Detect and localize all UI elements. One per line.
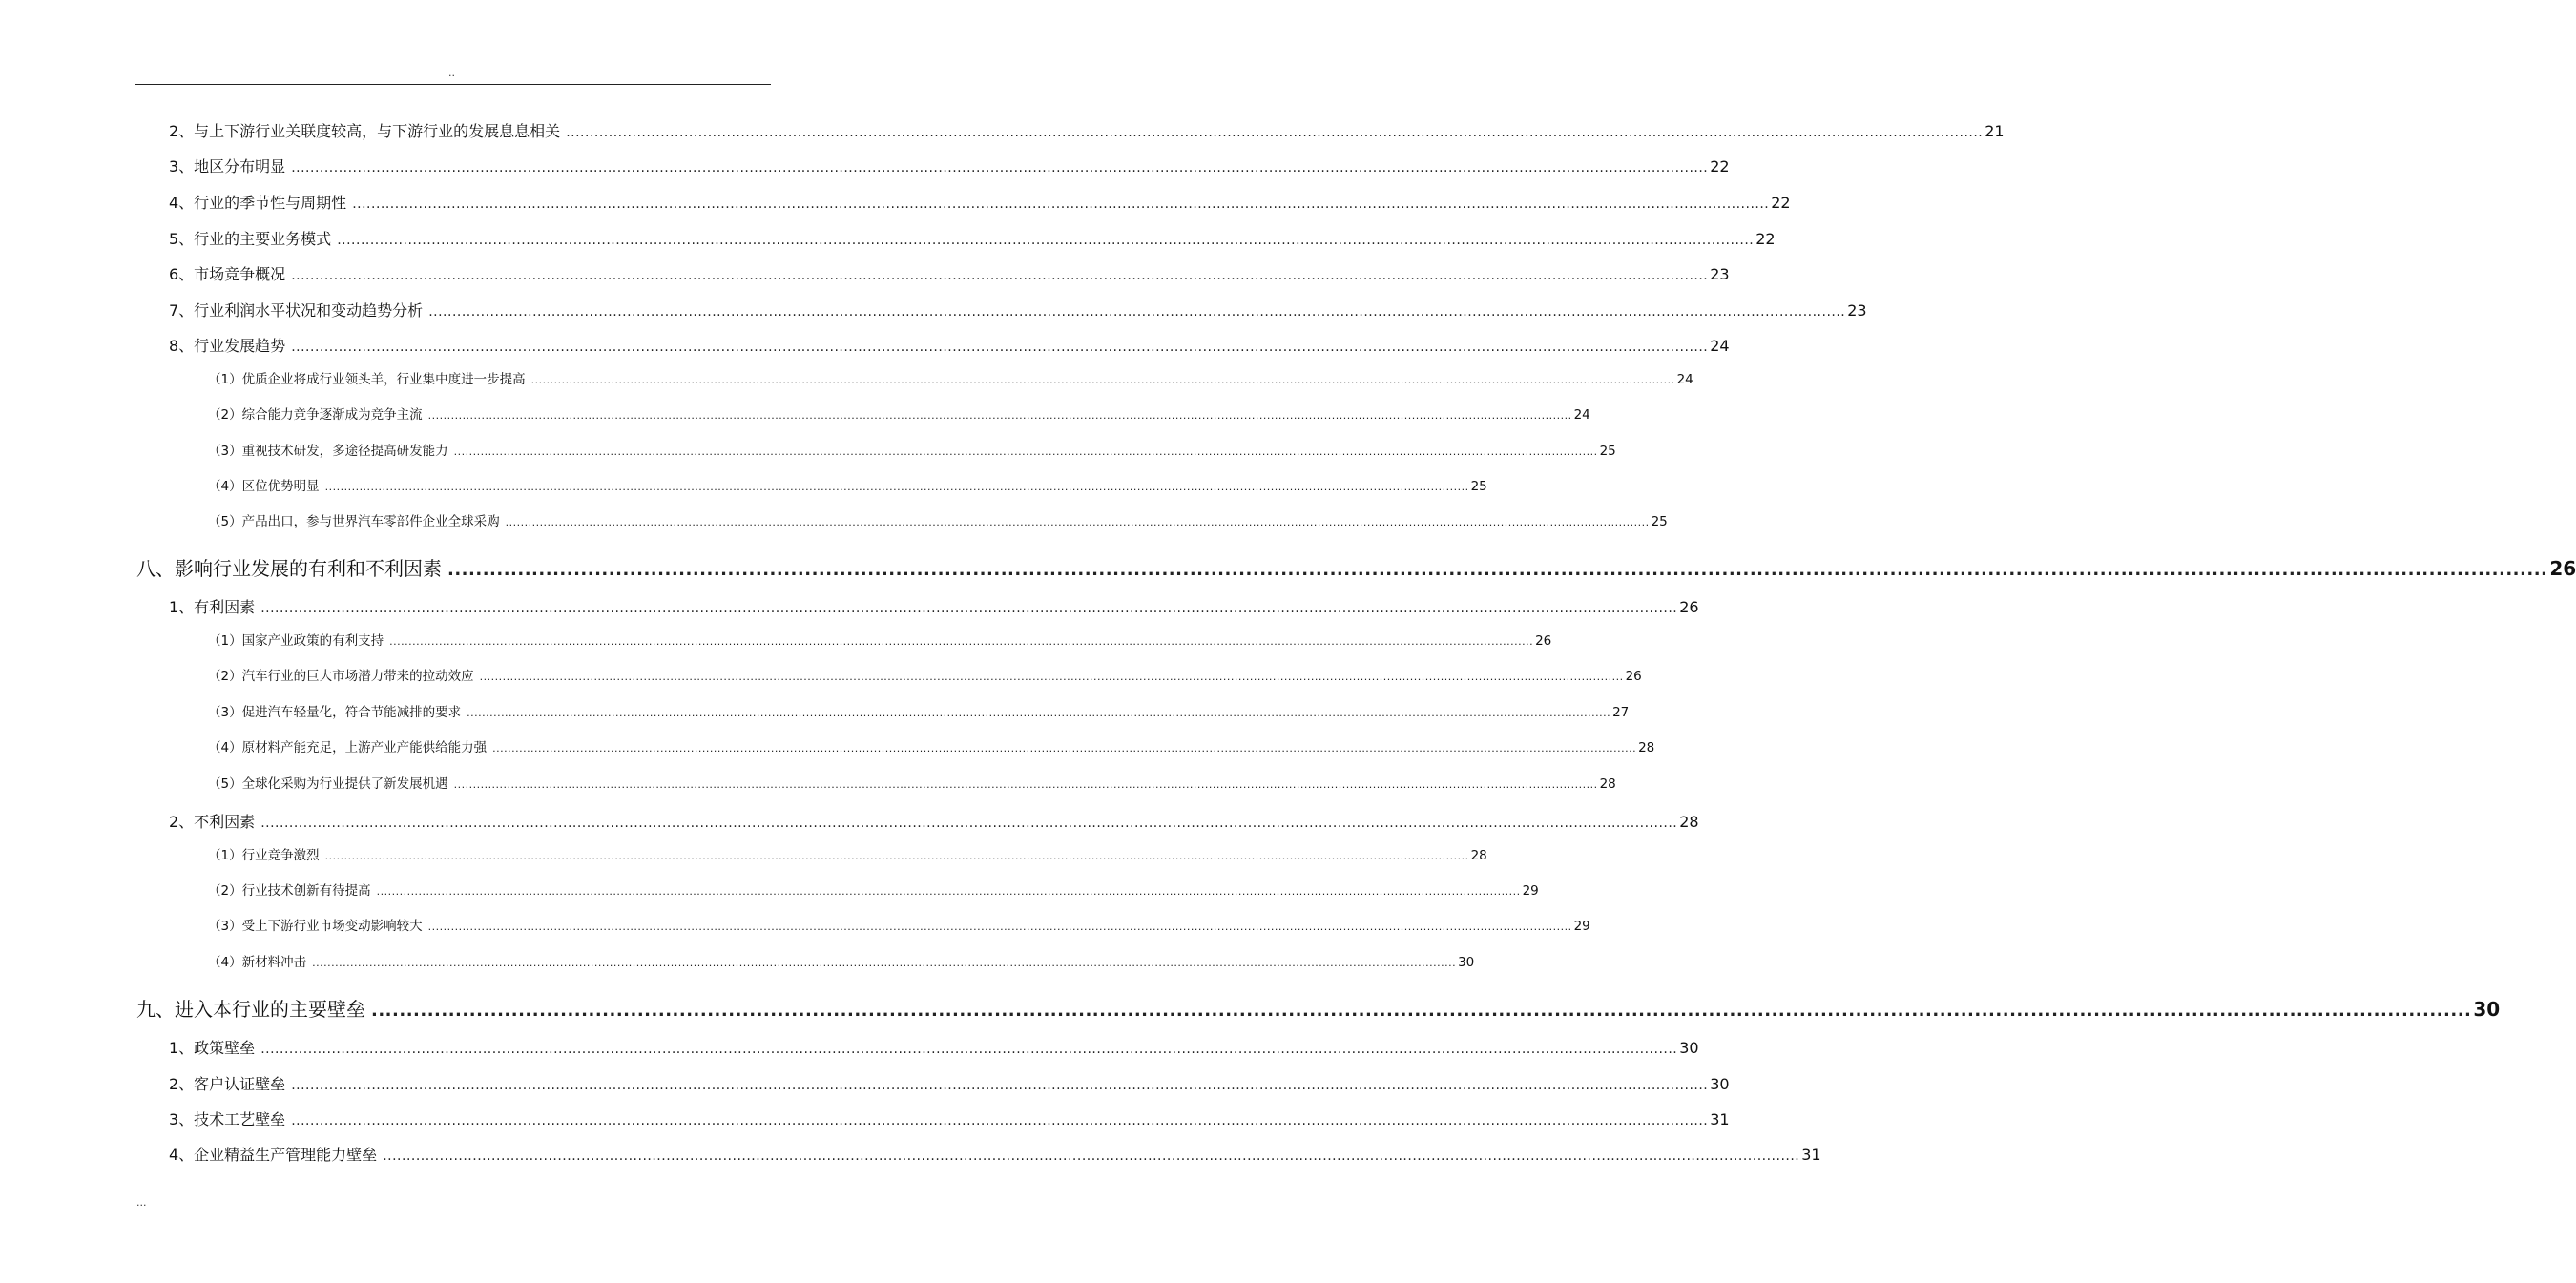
toc-entry-label: （4）区位优势明显 [208, 479, 320, 494]
toc-entry-page: 29 [1522, 883, 1539, 899]
toc-leader-dots: ............................................................................................................................................................................................................................................................................................................ [566, 125, 1984, 140]
toc-leader-dots: ............................................................................................................................................................................................................................................................................................................ [291, 1078, 1709, 1093]
toc-section[interactable] [169, 299, 1867, 320]
toc-section[interactable] [169, 334, 1730, 355]
toc-entry-page: 30 [1679, 1039, 1699, 1057]
toc-subsection[interactable] [208, 951, 1475, 970]
toc-leader-dots: ............................................................................................................................................................................................................................................................................................................ [371, 1001, 2472, 1021]
toc-subsection[interactable] [208, 510, 1668, 529]
header-mark: .. [448, 67, 455, 79]
toc-entry-label: 3、技术工艺壁垒 [169, 1110, 286, 1128]
toc-entry-page: 25 [1599, 444, 1616, 459]
toc-entry-label: 5、行业的主要业务模式 [169, 230, 332, 248]
toc-leader-dots: ............................................................................................................................................................................................................................................................................................................ [428, 304, 1846, 320]
toc-leader-dots: ............................................................................................................................................................................................................................................................................................................ [383, 1148, 1800, 1164]
toc-entry-page: 28 [1679, 813, 1699, 831]
toc-entry-page: 31 [1710, 1110, 1730, 1128]
toc-entry-label: 4、企业精益生产管理能力壁垒 [169, 1146, 378, 1164]
toc-subsection[interactable] [208, 879, 1539, 899]
toc-entry-label: 3、地区分布明显 [169, 157, 286, 176]
toc-subsection[interactable] [208, 475, 1487, 494]
toc-entry-page: 30 [1710, 1075, 1730, 1093]
toc-leader-dots: ............................................................................................................................................................................................................................................................................................................ [505, 516, 1650, 528]
toc-section[interactable] [169, 810, 1699, 831]
toc-entry-label: （2）综合能力竞争逐渐成为竞争主流 [208, 407, 423, 423]
toc-entry-label: （3）促进汽车轻量化，符合节能减排的要求 [208, 705, 462, 720]
toc-leader-dots: ............................................................................................................................................................................................................................................................................................................ [453, 445, 1598, 458]
toc-subsection[interactable] [208, 915, 1590, 934]
toc-leader-dots: ............................................................................................................................................................................................................................................................................................................ [260, 1042, 1678, 1057]
toc-subsection[interactable] [208, 701, 1630, 720]
toc-entry-page: 28 [1638, 740, 1655, 755]
toc-entry-page: 28 [1470, 848, 1487, 863]
toc-section[interactable] [169, 1036, 1699, 1057]
toc-section[interactable] [169, 119, 2005, 140]
toc-subsection[interactable] [208, 736, 1655, 755]
toc-entry-page: 27 [1612, 705, 1630, 720]
toc-subsection[interactable] [208, 844, 1487, 863]
toc-leader-dots: ............................................................................................................................................................................................................................................................................................................ [291, 1113, 1709, 1128]
toc-entry-page: 31 [1801, 1146, 1821, 1164]
header-rule [135, 84, 771, 85]
toc-leader-dots: ............................................................................................................................................................................................................................................................................................................ [337, 233, 1755, 248]
toc-leader-dots: ............................................................................................................................................................................................................................................................................................................ [530, 374, 1675, 386]
toc-entry-label: 2、不利因素 [169, 813, 256, 831]
toc-leader-dots: ............................................................................................................................................................................................................................................................................................................ [453, 778, 1598, 791]
toc-entry-page: 26 [1535, 633, 1552, 649]
toc-entry-page: 23 [1847, 301, 1867, 320]
toc-entry-page: 24 [1710, 337, 1730, 355]
toc-entry-page: 28 [1599, 776, 1616, 792]
toc-leader-dots: ............................................................................................................................................................................................................................................................................................................ [389, 635, 1534, 648]
toc-entry-label: 2、客户认证壁垒 [169, 1075, 286, 1093]
toc-subsection[interactable] [208, 665, 1642, 684]
toc-entry-page: 24 [1573, 407, 1590, 423]
toc-entry-label: 8、行业发展趋势 [169, 337, 286, 355]
toc-entry-label: 九、进入本行业的主要壁垒 [136, 998, 365, 1021]
toc-chapter[interactable] [136, 553, 2576, 580]
toc-section[interactable] [169, 227, 1776, 248]
toc-leader-dots: ............................................................................................................................................................................................................................................................................................................ [376, 885, 1521, 898]
footer-mark: ... [136, 1196, 147, 1209]
toc-entry-label: （3）重视技术研发，多途径提高研发能力 [208, 444, 448, 459]
toc-subsection[interactable] [208, 440, 1616, 459]
toc-entry-label: （1）行业竞争激烈 [208, 848, 320, 863]
toc-entry-label: （4）新材料冲击 [208, 955, 307, 970]
toc-section[interactable] [169, 155, 1730, 176]
toc-entry-page: 30 [2473, 998, 2501, 1021]
toc-entry-label: 1、有利因素 [169, 598, 256, 616]
toc-entry-label: （2）行业技术创新有待提高 [208, 883, 371, 899]
toc-entry-label: 7、行业利润水平状况和变动趋势分析 [169, 301, 424, 320]
toc-leader-dots: ............................................................................................................................................................................................................................................................................................................ [312, 957, 1457, 969]
toc-leader-dots: ............................................................................................................................................................................................................................................................................................................ [467, 707, 1611, 719]
toc-entry-page: 26 [2549, 557, 2576, 580]
toc-leader-dots: ............................................................................................................................................................................................................................................................................................................ [479, 671, 1624, 683]
toc-entry-page: 23 [1710, 265, 1730, 283]
toc-entry-page: 25 [1470, 479, 1487, 494]
toc-entry-label: 2、与上下游行业关联度较高，与下游行业的发展息息相关 [169, 122, 561, 140]
toc-entry-page: 21 [1984, 122, 2005, 140]
toc-section[interactable] [169, 595, 1699, 616]
toc-entry-page: 22 [1771, 194, 1791, 212]
toc-subsection[interactable] [208, 404, 1590, 423]
toc-entry-label: （1）国家产业政策的有利支持 [208, 633, 384, 649]
toc-entry-label: （3）受上下游行业市场变动影响较大 [208, 919, 423, 934]
toc-leader-dots: ............................................................................................................................................................................................................................................................................................................ [291, 268, 1709, 283]
toc-leader-dots: ............................................................................................................................................................................................................................................................................................................ [324, 850, 1469, 862]
toc-entry-label: （5）产品出口，参与世界汽车零部件企业全球采购 [208, 514, 500, 529]
toc-entry-page: 25 [1651, 514, 1668, 529]
toc-section[interactable] [169, 191, 1791, 212]
toc-entry-label: 4、行业的季节性与周期性 [169, 194, 347, 212]
toc-subsection[interactable] [208, 773, 1616, 792]
toc-entry-page: 22 [1755, 230, 1776, 248]
toc-leader-dots: ............................................................................................................................................................................................................................................................................................................ [291, 340, 1709, 355]
toc-chapter[interactable] [136, 994, 2501, 1021]
toc-section[interactable] [169, 1143, 1821, 1164]
toc-entry-label: 八、影响行业发展的有利和不利因素 [136, 557, 442, 580]
toc-leader-dots: ............................................................................................................................................................................................................................................................................................................ [260, 601, 1678, 616]
toc-leader-dots: ............................................................................................................................................................................................................................................................................................................ [427, 921, 1572, 933]
toc-subsection[interactable] [208, 368, 1693, 387]
toc-entry-label: （5）全球化采购为行业提供了新发展机遇 [208, 776, 448, 792]
toc-entry-label: （2）汽车行业的巨大市场潜力带来的拉动效应 [208, 669, 474, 684]
toc-leader-dots: ............................................................................................................................................................................................................................................................................................................ [291, 160, 1709, 176]
toc-entry-label: （1）优质企业将成行业领头羊，行业集中度进一步提高 [208, 372, 526, 387]
toc-leader-dots: ............................................................................................................................................................................................................................................................................................................ [427, 409, 1572, 422]
toc-leader-dots: ............................................................................................................................................................................................................................................................................................................ [447, 560, 2548, 580]
toc-leader-dots: ............................................................................................................................................................................................................................................................................................................ [260, 816, 1678, 831]
toc-entry-page: 24 [1676, 372, 1693, 387]
toc-leader-dots: ............................................................................................................................................................................................................................................................................................................ [492, 742, 1637, 755]
toc-leader-dots: ............................................................................................................................................................................................................................................................................................................ [324, 481, 1469, 493]
toc-subsection[interactable] [208, 630, 1552, 649]
toc-entry-page: 26 [1679, 598, 1699, 616]
toc-entry-label: （4）原材料产能充足，上游产业产能供给能力强 [208, 740, 488, 755]
toc-entry-page: 30 [1458, 955, 1475, 970]
toc-entry-label: 1、政策壁垒 [169, 1039, 256, 1057]
toc-section[interactable] [169, 262, 1730, 283]
toc-leader-dots: ............................................................................................................................................................................................................................................................................................................ [352, 197, 1770, 212]
toc-entry-label: 6、市场竞争概况 [169, 265, 286, 283]
toc-entry-page: 22 [1710, 157, 1730, 176]
toc-section[interactable] [169, 1107, 1730, 1128]
toc-entry-page: 26 [1625, 669, 1642, 684]
toc-entry-page: 29 [1573, 919, 1590, 934]
toc-section[interactable] [169, 1072, 1730, 1093]
